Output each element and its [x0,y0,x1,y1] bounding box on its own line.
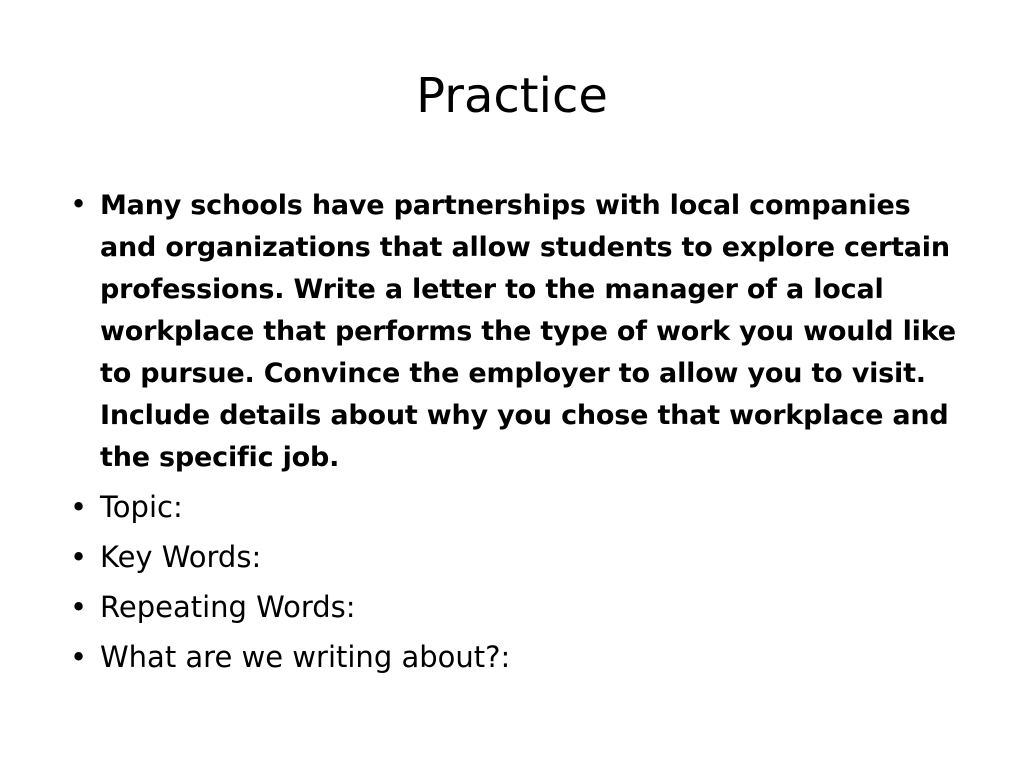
bullet-dot-icon: • [70,187,88,221]
bullet-dot-icon: • [70,590,88,624]
bullet-dot-icon: • [70,540,88,574]
bullet-dot-icon: • [70,490,88,524]
slide-title: Practice [416,68,608,124]
writing-prompt-text: Many schools have partnerships with local companies and organizations that allow students to explore certain professions. Write a letter to the manager of a local workplace that performs the type of work you would like to pursue. Convince the employer to allow you to visit. Include details about why you chose that workplace and the specific job. [100,190,956,473]
bullet-item-prompt [70,184,970,478]
key-words-label: Key Words: [100,540,262,574]
bullet-item-writing-about [70,637,970,678]
topic-label: Topic: [100,490,183,524]
bullet-dot-icon: • [70,640,88,674]
bullet-item-topic [70,487,970,528]
bullet-item-key-words [70,537,970,578]
repeating-words-label: Repeating Words: [100,590,356,624]
writing-about-label: What are we writing about?: [100,640,511,674]
bullet-item-repeating-words [70,587,970,628]
bullet-list [70,184,970,678]
